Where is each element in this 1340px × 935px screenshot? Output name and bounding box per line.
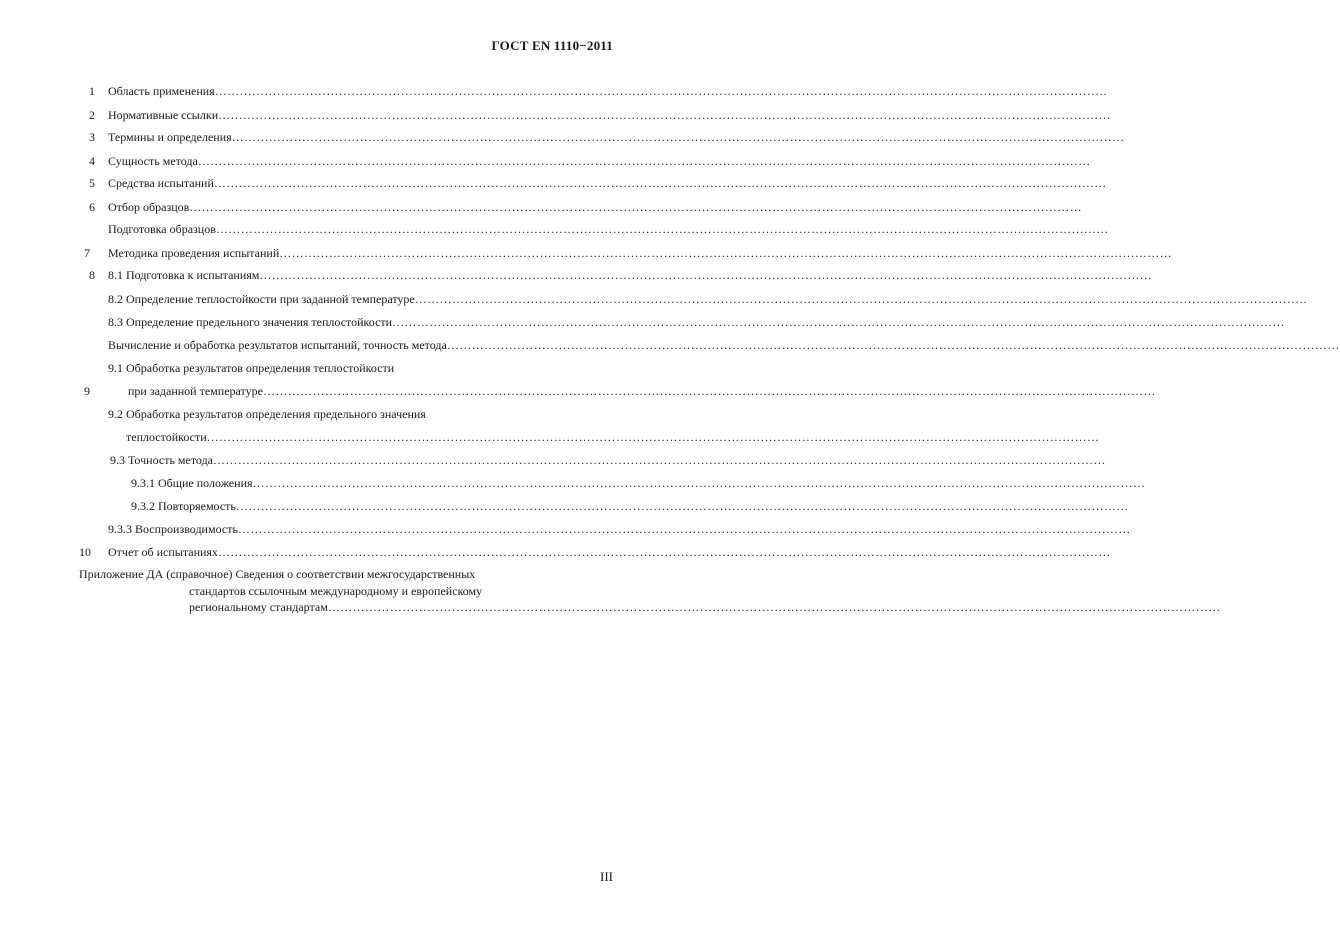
- toc-entry-9-3[interactable]: [110, 453, 1106, 467]
- toc-entry-text: 8.1 Подготовка к испытаниям: [108, 268, 260, 282]
- toc-number: 4: [89, 154, 95, 168]
- page-number: III: [600, 869, 613, 884]
- toc-number: 9: [84, 384, 90, 398]
- appendix-text: региональному стандартам: [189, 600, 328, 614]
- leader-dots: ………………………………………………………………………………………………………………………………………………………………………………………………: [262, 384, 1156, 398]
- toc-entry-9-3-3[interactable]: [108, 522, 1131, 536]
- toc-entry-text: Термины и определения: [108, 130, 232, 144]
- leader-dots: ………………………………………………………………………………………………………………………………………………………………………………………………: [197, 154, 1091, 168]
- toc-entry-sample-preparation[interactable]: [108, 222, 1109, 236]
- toc-appendix-line-2: [189, 584, 539, 598]
- leader-dots: ………………………………………………………………………………………………………………………………………………………………………………………………: [214, 84, 1108, 98]
- toc-entry-text: Методика проведения испытаний: [108, 246, 280, 260]
- leader-dots: ………………………………………………………………………………………………………………………………………………………………………………………………: [235, 499, 1129, 513]
- toc-number: 8: [89, 268, 95, 282]
- leader-dots: ………………………………………………………………………………………………………………………………………………………………………………………………: [252, 476, 1146, 490]
- toc-entry-text: Подготовка образцов: [108, 222, 216, 236]
- appendix-text: Приложение ДА (справочное) Сведения о соответствии межгосударственных: [79, 567, 476, 581]
- leader-dots: ………………………………………………………………………………………………………………………………………………………………………………………………: [206, 430, 1100, 444]
- leader-dots: ………………………………………………………………………………………………………………………………………………………………………………………………: [446, 338, 1340, 352]
- toc-entry-text: 9.3 Точность метода: [110, 453, 214, 467]
- toc-number: 10: [79, 545, 91, 559]
- leader-dots: ………………………………………………………………………………………………………………………………………………………………………………………………: [414, 292, 1308, 306]
- toc-entry-test-equipment[interactable]: [108, 176, 1107, 190]
- toc-entry-text: 9.3.1 Общие положения: [131, 476, 253, 490]
- standard-code-header: ГОСТ EN 1110−2011: [491, 38, 613, 53]
- toc-number: 5: [89, 176, 95, 190]
- leader-dots: ………………………………………………………………………………………………………………………………………………………………………………………………: [213, 453, 1106, 467]
- toc-entry-terms-definitions[interactable]: [108, 130, 1125, 144]
- toc-entry-text: 8.3 Определение предельного значения теплостойкости: [108, 315, 393, 329]
- toc-entry-9-1-continued[interactable]: [128, 384, 1156, 398]
- toc-entry-text: 9.1 Обработка результатов определения теплостойкости: [108, 361, 395, 375]
- toc-entry-9-2-continued[interactable]: [126, 430, 1100, 444]
- toc-entry-text: Средства испытаний: [108, 176, 214, 190]
- toc-entry-text: Вычисление и обработка результатов испытаний, точность метода: [108, 338, 447, 352]
- toc-entry-9-3-2[interactable]: [131, 499, 1129, 513]
- leader-dots: ………………………………………………………………………………………………………………………………………………………………………………………………: [213, 176, 1107, 190]
- toc-entry-text: 9.3.2 Повторяемость: [131, 499, 236, 513]
- toc-entry-text: теплостойкости: [126, 430, 207, 444]
- leader-dots: ………………………………………………………………………………………………………………………………………………………………………………………………: [231, 130, 1125, 144]
- toc-entry-8-2[interactable]: [108, 292, 1308, 306]
- toc-entry-text: при заданной температуре: [128, 384, 263, 398]
- toc-entry-text: Сущность метода: [108, 154, 198, 168]
- toc-number: 6: [89, 200, 95, 214]
- toc-entry-sampling[interactable]: [108, 200, 1083, 214]
- leader-dots: ………………………………………………………………………………………………………………………………………………………………………………………………: [217, 545, 1111, 559]
- toc-appendix-line-1[interactable]: [79, 567, 539, 581]
- toc-entry-text: Отбор образцов: [108, 200, 190, 214]
- toc-number: 1: [89, 84, 95, 98]
- toc-number: 3: [89, 130, 95, 144]
- toc-entry-test-report[interactable]: [108, 545, 1111, 559]
- toc-entry-text: Отчет об испытаниях: [108, 545, 218, 559]
- toc-entry-text: 9.2 Обработка результатов определения предельного значения: [108, 407, 426, 421]
- toc-entry-scope[interactable]: [108, 84, 1108, 98]
- toc-entry-method-principle[interactable]: [108, 154, 1091, 168]
- leader-dots: ………………………………………………………………………………………………………………………………………………………………………………………………: [237, 522, 1131, 536]
- leader-dots: ………………………………………………………………………………………………………………………………………………………………………………………………: [279, 246, 1173, 260]
- leader-dots: ………………………………………………………………………………………………………………………………………………………………………………………………: [327, 600, 1221, 614]
- toc-appendix-line-3[interactable]: [189, 600, 1221, 614]
- toc-entry-calculation[interactable]: [108, 338, 1340, 352]
- toc-entry-text: Нормативные ссылки: [108, 108, 219, 122]
- appendix-text: стандартов ссылочным международному и европейскому: [189, 584, 483, 598]
- toc-entry-text: Область применения: [108, 84, 215, 98]
- toc-entry-text: 9.3.3 Воспроизводимость: [108, 522, 238, 536]
- toc-entry-9-2[interactable]: [108, 407, 534, 421]
- toc-number: 2: [89, 108, 95, 122]
- leader-dots: ………………………………………………………………………………………………………………………………………………………………………………………………: [218, 108, 1111, 122]
- leader-dots: ………………………………………………………………………………………………………………………………………………………………………………………………: [189, 200, 1083, 214]
- toc-entry-normative-references[interactable]: [108, 108, 1111, 122]
- toc-entry-text: 8.2 Определение теплостойкости при заданной температуре: [108, 292, 415, 306]
- leader-dots: ………………………………………………………………………………………………………………………………………………………………………………………………: [392, 315, 1285, 329]
- toc-entry-9-3-1[interactable]: [131, 476, 1146, 490]
- leader-dots: ………………………………………………………………………………………………………………………………………………………………………………………………: [215, 222, 1109, 236]
- toc-entry-test-procedure[interactable]: [108, 246, 1173, 260]
- toc-entry-8-1[interactable]: [108, 268, 1153, 282]
- toc-number: 7: [84, 246, 90, 260]
- leader-dots: ………………………………………………………………………………………………………………………………………………………………………………………………: [259, 268, 1153, 282]
- toc-entry-9-1[interactable]: [108, 361, 534, 375]
- toc-entry-8-3[interactable]: [108, 315, 1285, 329]
